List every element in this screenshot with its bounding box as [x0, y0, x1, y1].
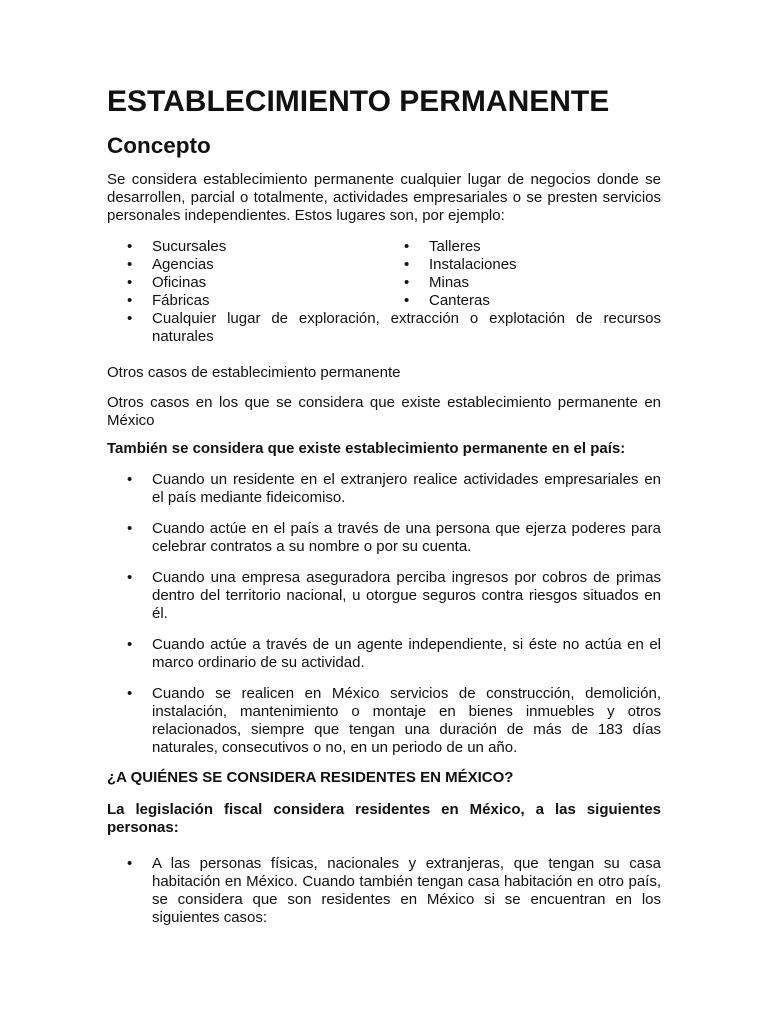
list-item: • Canteras: [404, 292, 490, 309]
tambien-list: [107, 471, 661, 757]
list-item: • Cuando un residente en el extranjero realice actividades empresariales en el país mediante fideicomiso.: [127, 471, 661, 506]
list-item: • Agencias: [127, 256, 214, 273]
residentes-heading: ¿A QUIÉNES SE CONSIDERA RESIDENTES EN MÉXICO?: [107, 769, 514, 786]
example-places-list: [107, 238, 661, 346]
list-item: • Sucursales: [127, 238, 227, 255]
list-item: • Cualquier lugar de exploración, extracción o explotación de recursos naturales: [127, 310, 661, 345]
concepto-heading: Concepto: [107, 133, 211, 158]
list-item: • Oficinas: [127, 274, 207, 291]
list-item: • Cuando actúe a través de un agente independiente, si éste no actúa en el marco ordinario de su actividad.: [127, 636, 661, 671]
example-places-left-column: [107, 238, 384, 310]
residentes-list: [107, 855, 661, 927]
list-item: • A las personas físicas, nacionales y extranjeras, que tengan su casa habitación en México. Cuando también tengan casa habitación en otro país, se considera que son residentes en México si se encuentran en los siguientes casos:: [127, 855, 661, 926]
list-item: • Cuando una empresa aseguradora perciba ingresos por cobros de primas dentro del territorio nacional, u otorgue seguros contra riesgos situados en él.: [127, 569, 661, 622]
list-item: • Minas: [404, 274, 470, 291]
document-title: ESTABLECIMIENTO PERMANENTE: [107, 85, 610, 118]
list-item: • Talleres: [404, 238, 481, 255]
list-item: • Cuando actúe en el país a través de una persona que ejerza poderes para celebrar contratos a su nombre o por su cuenta.: [127, 520, 661, 555]
list-item: • Cuando se realicen en México servicios de construcción, demolición, instalación, mantenimiento o montaje en bienes inmuebles y otros relacionados, siempre que tengan una duración de más de 183 días naturales, consecutivos o no, en un periodo de un año.: [127, 685, 661, 756]
document-content: [107, 85, 661, 927]
concepto-paragraph: Se considera establecimiento permanente cualquier lugar de negocios donde se desarrollen, parcial o totalmente, actividades empresariales o se presten servicios personales independientes. Estos lugares son, por ejemplo:: [107, 171, 661, 224]
list-item: • Fábricas: [127, 292, 210, 309]
otros-casos-paragraph: Otros casos en los que se considera que existe establecimiento permanente en México: [107, 394, 661, 429]
example-places-right-column: [384, 238, 661, 310]
tambien-heading: También se considera que existe establecimiento permanente en el país:: [107, 440, 626, 457]
legislacion-heading: La legislación fiscal considera residentes en México, a las siguientes personas:: [107, 801, 661, 836]
otros-casos-heading: Otros casos de establecimiento permanente: [107, 364, 401, 381]
example-places-columns: [107, 238, 661, 310]
list-item: • Instalaciones: [404, 256, 517, 273]
